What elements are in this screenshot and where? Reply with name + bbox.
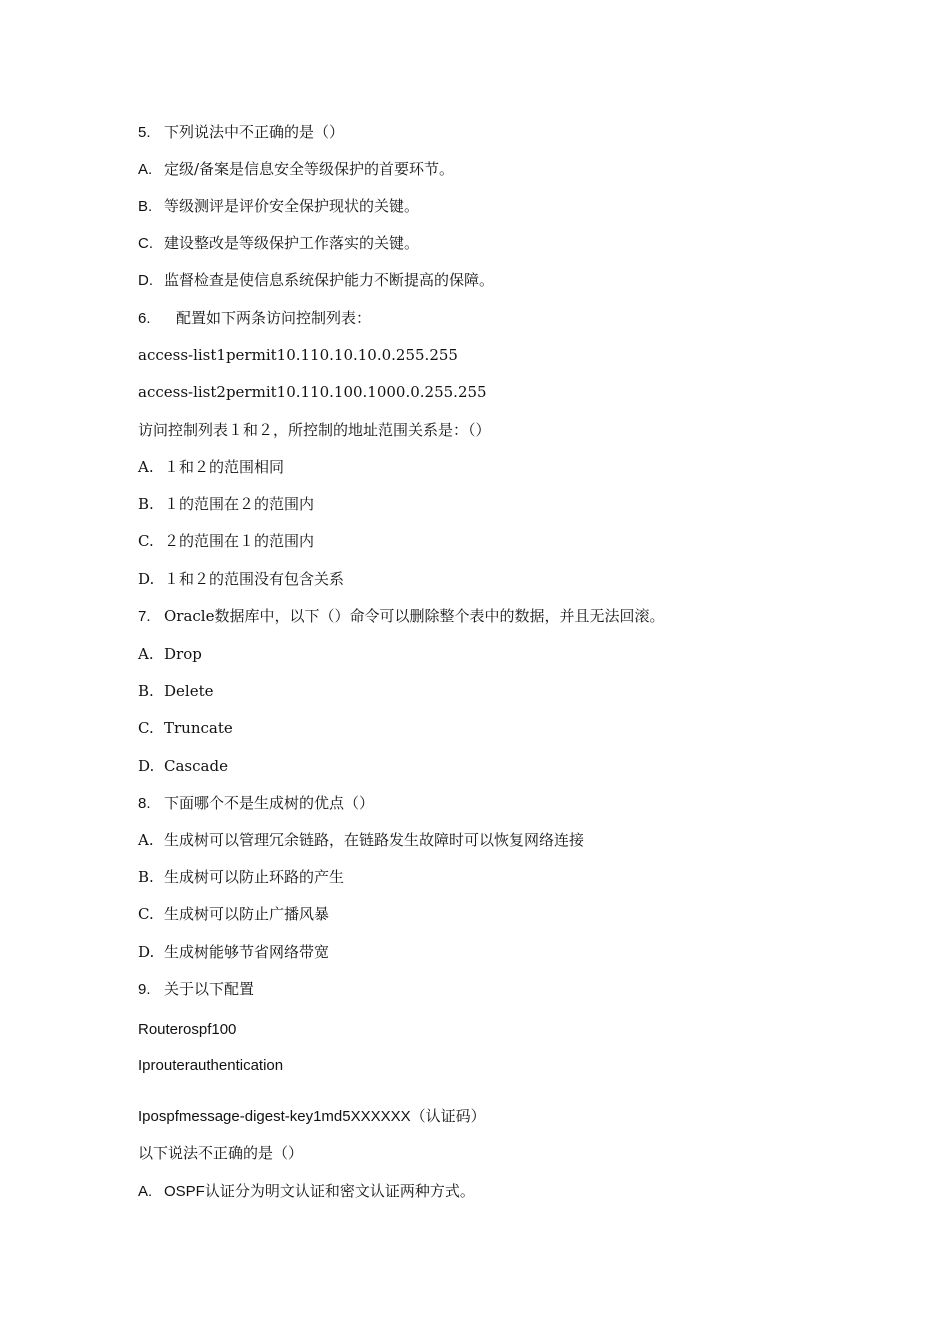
q9-config-line-3: Ipospfmessage-digest-key1md5XXXXXX（认证码） [138,1107,486,1125]
q6-option-a: A. １和２的范围相同 [138,458,285,476]
q8-stem [138,793,374,814]
q6-acl-1: access-list1permit10.110.10.10.0.255.255 [138,346,458,364]
q8-option-d: D. 生成树能够节省网络带宽 [138,943,330,961]
q6-question: 访问控制列表１和２，所控制的地址范围关系是：（） [138,421,491,439]
q6-stem [138,308,371,329]
q8-option-b: B. 生成树可以防止环路的产生 [138,868,345,886]
q9-number: 9. [138,981,151,998]
q6-acl-2: access-list2permit10.110.100.1000.0.255.255 [138,383,487,401]
q6-option-d: D. １和２的范围没有包含关系 [138,570,345,588]
q6-stem-text: 配置如下两条访问控制列表： [176,309,372,327]
q7-option-a: A. Drop [138,645,202,663]
q9-stem-text: 关于以下配置 [164,980,255,998]
q5-stem [138,122,344,143]
q9-question: 以下说法不正确的是（） [138,1144,304,1162]
q8-option-c: C. 生成树可以防止广播风暴 [138,905,330,923]
q7-stem [138,606,665,627]
q7-option-b: B. Delete [138,682,214,700]
q9-config-line-1: Routerospf100 [138,1021,237,1038]
q6-option-c: C. ２的范围在１的范围内 [138,532,315,550]
q7-stem-text: Oracle数据库中，以下（）命令可以删除整个表中的数据，并且无法回滚。 [164,607,665,625]
q7-number: 7. [138,608,151,625]
q8-option-a: A. 生成树可以管理冗余链路，在链路发生故障时可以恢复网络连接 [138,831,585,849]
q5-stem-text: 下列说法中不正确的是（） [164,123,345,141]
q7-option-c: C. Truncate [138,719,233,737]
q5-option-c: C. 建设整改是等级保护工作落实的关键。 [138,234,420,252]
q8-number: 8. [138,795,151,812]
q5-option-d: D. 监督检查是使信息系统保护能力不断提高的保障。 [138,271,495,289]
q8-stem-text: 下面哪个不是生成树的优点（） [164,794,375,812]
q7-option-d: D. Cascade [138,757,228,775]
q6-option-b: B. １的范围在２的范围内 [138,495,315,513]
q5-option-b: B. 等级测评是评价安全保护现状的关键。 [138,197,420,215]
q5-option-a: A. 定级/备案是信息安全等级保护的首要环节。 [138,160,455,178]
q9-option-a: A. OSPF认证分为明文认证和密文认证两种方式。 [138,1182,475,1200]
q5-number: 5. [138,124,151,141]
q9-stem [138,979,254,1000]
q6-number: 6. [138,310,151,327]
q9-config-line-2: Iprouterauthentication [138,1057,284,1074]
